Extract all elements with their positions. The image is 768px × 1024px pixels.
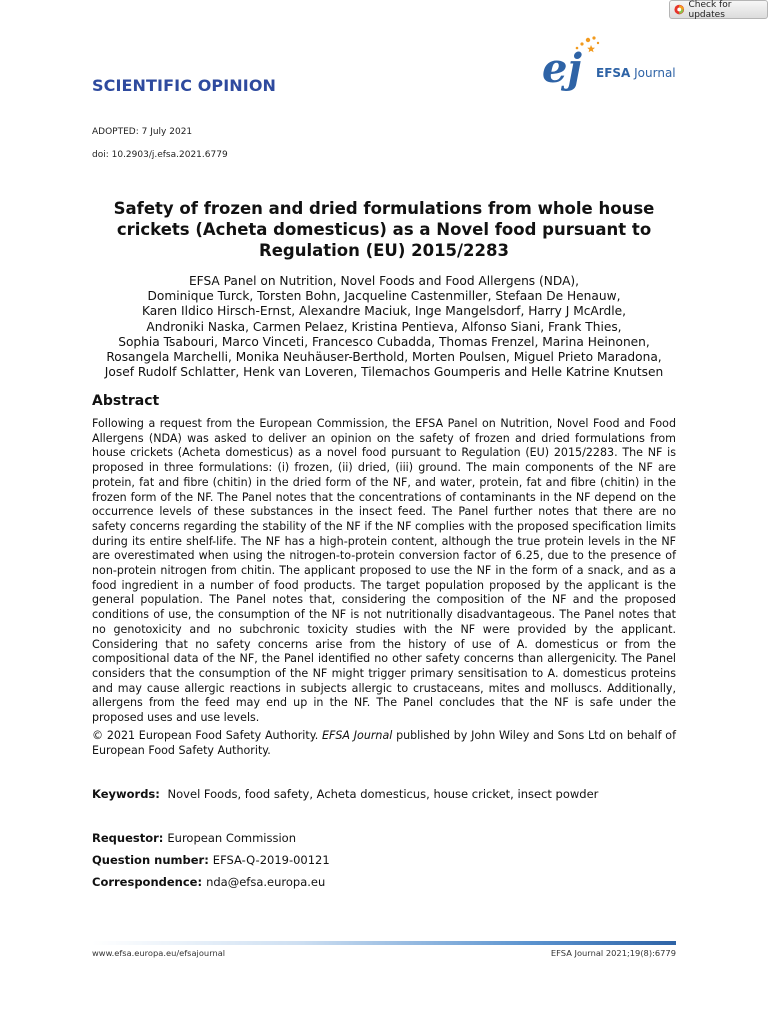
abstract-text: Following a request from the European Commission, the EFSA Panel on Nutrition, Novel Food and Food Allergens (NDA) was asked to deliver an opinion on the safety of frozen and dried formulations from house crickets (Acheta domesticus) as a novel food pursuant to Regulation (EU) 2015/2283. The NF is proposed in three formulations: (i) frozen, (ii) dried, (iii) ground. The main components of the NF are protein, fat and fibre (chitin) in the dried form of the NF, and water, protein, fat and fibre (chitin) in the frozen form of the NF. The Panel notes that the concentrations of contaminants in the NF depend on the occurrence levels of these substances in the insect feed. The Panel further notes that there are no safety concerns regarding the stability of the NF if the NF complies with the proposed specification limits during its entire shelf-life. The NF has a high-protein content, although the true protein levels in the NF are overestimated when using the nitrogen-to-protein conversion factor of 6.25, due to the presence of non-protein nitrogen from chitin. The applicant proposed to use the NF in the form of a snack, and as a food ingredient in a number of food products. The target population proposed by the applicant is the general population. The Panel notes that, considering the composition of the NF and the proposed conditions of use, the consumption of the NF is not nutritionally disadvantageous. The Panel notes that no genotoxicity and no subchronic toxicity studies with the NF were provided by the applicant. Considering that no safety concerns arise from the history of use of A. domesticus or from the compositional data of the NF, the Panel identified no other safety concerns than allergenicity. The Panel considers that the consumption of the NF might trigger primary sensitisation to A. domesticus proteins and may cause allergic reactions in subjects allergic to crustaceans, mites and molluscs. Additionally, allergens from the feed may end up in the NF. The Panel concludes that the NF is safe under the proposed uses and use levels. — [92, 417, 676, 725]
correspondence-email-link[interactable]: nda@efsa.europa.eu — [206, 875, 326, 889]
copyright-notice: © 2021 European Food Safety Authority. EFSA Journal published by John Wiley and Sons Ltd on behalf of European Food Safety Authority. — [92, 729, 676, 757]
question-number: Question number: EFSA-Q-2019-00121 — [92, 853, 330, 867]
author-list — [92, 274, 676, 380]
author-line: Androniki Naska, Carmen Pelaez, Kristina Pentieva, Alfonso Siani, Frank Thies, — [146, 319, 622, 334]
author-line: EFSA Panel on Nutrition, Novel Foods and Food Allergens (NDA), — [188, 274, 580, 288]
footer-journal-url[interactable]: www.efsa.europa.eu/efsajournal — [92, 948, 226, 958]
author-line: Josef Rudolf Schlatter, Henk van Loveren, Tilemachos Goumperis and Helle Katrine Knutsen — [104, 365, 664, 380]
author-line: Sophia Tsabouri, Marco Vinceti, Francesco Cubadda, Thomas Frenzel, Marina Heinonen, — [118, 334, 650, 349]
adopted-date: ADOPTED: 7 July 2021 — [92, 127, 193, 137]
check-for-updates-label: Check for updates — [688, 0, 732, 20]
author-line: Rosangela Marchelli, Monika Neuhäuser-Berthold, Morten Poulsen, Miguel Prieto Maradona, — [106, 350, 662, 365]
ej-mark: ej — [542, 45, 582, 92]
check-for-updates-button[interactable] — [669, 0, 768, 19]
author-line: Karen Ildico Hirsch-Ernst, Alexandre Maciuk, Inge Mangelsdorf, Harry J McArdle, — [141, 304, 627, 319]
footer-citation: EFSA Journal 2021;19(8):6779 — [550, 948, 676, 958]
doi[interactable]: doi: 10.2903/j.efsa.2021.6779 — [92, 150, 228, 160]
section-type-heading: SCIENTIFIC OPINION — [92, 76, 277, 95]
correspondence: Correspondence: nda@efsa.europa.eu — [92, 875, 326, 889]
footer-divider — [92, 941, 676, 945]
keywords: Keywords: Novel Foods, food safety, Acheta domesticus, house cricket, insect powder — [92, 787, 599, 801]
author-line: Dominique Turck, Torsten Bohn, Jacqueline Castenmiller, Stefaan De Henauw, — [147, 289, 621, 304]
requestor: Requestor: European Commission — [92, 831, 296, 845]
efsa-journal-logo-text: EFSA Journal — [596, 66, 676, 80]
article-title: Safety of frozen and dried formulations from whole house crickets (Acheta domesticus) as a Novel food pursuant to Regulation (EU) 2015/2283 — [113, 199, 655, 260]
abstract-heading: Abstract — [92, 393, 160, 409]
crossmark-icon — [674, 4, 685, 15]
